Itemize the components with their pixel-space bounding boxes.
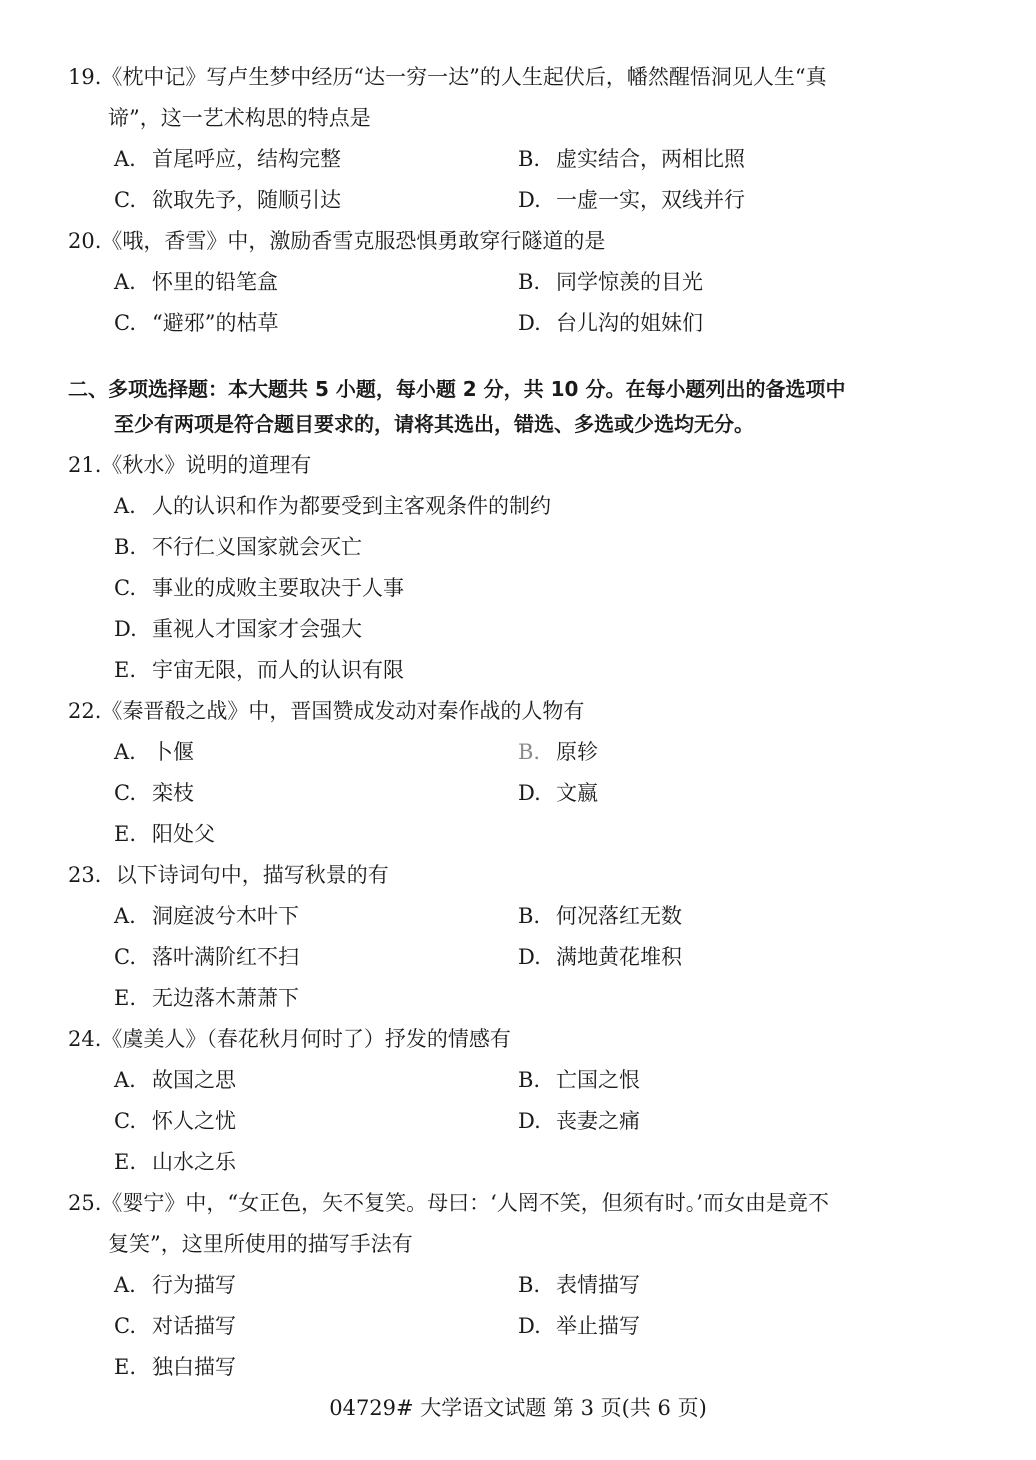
question-23-option-a — [114, 901, 299, 931]
question-19-option-c — [114, 185, 341, 215]
option-text: 重视人才国家才会强大 — [152, 617, 362, 641]
option-text: 洞庭波兮木叶下 — [152, 904, 299, 928]
option-label: D. — [114, 617, 137, 641]
option-text: 举止描写 — [556, 1314, 640, 1338]
question-19-option-a — [114, 144, 341, 174]
question-20-stem: 20.《哦，香雪》中，激励香雪克服恐惧勇敢穿行隧道的是 — [68, 229, 606, 253]
question-21-option-c — [114, 573, 404, 603]
option-text: 文嬴 — [556, 781, 598, 805]
option-text: 栾枝 — [152, 781, 194, 805]
question-22-option-b — [518, 737, 598, 767]
question-22-option-d — [518, 778, 598, 808]
question-23-option-c — [114, 942, 299, 972]
option-text: 虚实结合，两相比照 — [556, 147, 745, 171]
question-23-option-d — [518, 942, 682, 972]
option-text: 不行仁义国家就会灭亡 — [152, 535, 362, 559]
question-25-stem: 25.《婴宁》中，“女正色，矢不复笑。母曰：‘人罔不笑，但须有时。’而女由是竟不 — [68, 1191, 829, 1215]
option-label: A. — [114, 1273, 136, 1297]
option-text: 山水之乐 — [152, 1150, 236, 1174]
question-25-option-b — [518, 1270, 640, 1300]
option-label: E. — [114, 1150, 137, 1174]
option-label: B. — [518, 904, 541, 928]
question-23-option-b — [518, 901, 682, 931]
option-label: B. — [518, 1273, 541, 1297]
question-25-option-a — [114, 1270, 236, 1300]
question-23-stem: 23．以下诗词句中，描写秋景的有 — [68, 863, 389, 887]
question-19-option-d — [518, 185, 745, 215]
option-text: 台儿沟的姐妹们 — [556, 311, 703, 335]
question-25-option-e — [114, 1352, 236, 1382]
option-text: 何况落红无数 — [556, 904, 682, 928]
option-label: C. — [114, 311, 136, 335]
option-label: E. — [114, 986, 137, 1010]
option-label: D. — [518, 1109, 541, 1133]
option-label: C. — [114, 945, 136, 969]
question-22-stem: 22.《秦晋殽之战》中，晋国赞成发动对秦作战的人物有 — [68, 699, 585, 723]
option-text: 原轸 — [556, 740, 598, 764]
option-label: E. — [114, 822, 137, 846]
option-text: 表情描写 — [556, 1273, 640, 1297]
option-text: 无边落木萧萧下 — [152, 986, 299, 1010]
option-text: 欲取先予，随顺引达 — [152, 188, 341, 212]
option-label: E. — [114, 658, 137, 682]
question-24-option-b — [518, 1065, 640, 1095]
option-label: D. — [518, 945, 541, 969]
option-label: B. — [518, 270, 541, 294]
question-22-option-c — [114, 778, 194, 808]
option-label: C. — [114, 781, 136, 805]
option-label: C. — [114, 1109, 136, 1133]
option-text: 对话描写 — [152, 1314, 236, 1338]
option-text: 宇宙无限，而人的认识有限 — [152, 658, 404, 682]
question-20-option-b — [518, 267, 703, 297]
question-21-stem: 21.《秋水》说明的道理有 — [68, 453, 312, 477]
option-text: 人的认识和作为都要受到主客观条件的制约 — [152, 494, 551, 518]
option-label: B. — [518, 1068, 541, 1092]
option-label: A. — [114, 904, 136, 928]
question-22-option-a — [114, 737, 194, 767]
question-21-option-d — [114, 614, 362, 644]
option-text: 阳处父 — [152, 822, 215, 846]
option-text: “避邪”的枯草 — [152, 311, 279, 335]
option-label: B. — [518, 740, 541, 764]
option-text: 满地黄花堆积 — [556, 945, 682, 969]
question-25-option-d — [518, 1311, 640, 1341]
option-label: B. — [114, 535, 137, 559]
question-20-option-d — [518, 308, 703, 338]
page-footer: 04729# 大学语文试题 第 3 页(共 6 页) — [329, 1396, 707, 1420]
question-19-stem: 19.《枕中记》写卢生梦中经历“达一穷一达”的人生起伏后，幡然醒悟洞见人生“真 — [68, 65, 827, 89]
option-label: C. — [114, 188, 136, 212]
question-25-stem-cont: 复笑”，这里所使用的描写手法有 — [108, 1232, 413, 1256]
option-label: E. — [114, 1355, 137, 1379]
option-text: 故国之思 — [152, 1068, 236, 1092]
option-label: B. — [518, 147, 541, 171]
option-label: A. — [114, 147, 136, 171]
question-20-option-a — [114, 267, 278, 297]
option-label: C. — [114, 1314, 136, 1338]
question-20-option-c — [114, 308, 278, 338]
question-24-stem: 24.《虞美人》（春花秋月何时了）抒发的情感有 — [68, 1027, 511, 1051]
option-label: A. — [114, 1068, 136, 1092]
section-2-heading: 二、多项选择题：本大题共 5 小题，每小题 2 分，共 10 分。在每小题列出的备选项中 — [68, 377, 846, 401]
option-text: 丧妻之痛 — [556, 1109, 640, 1133]
question-21-option-b — [114, 532, 362, 562]
option-text: 一虚一实，双线并行 — [556, 188, 745, 212]
option-text: 卜偃 — [152, 740, 194, 764]
option-label: A. — [114, 494, 136, 518]
question-19-option-b — [518, 144, 745, 174]
question-24-option-d — [518, 1106, 640, 1136]
option-label: D. — [518, 781, 541, 805]
option-label: D. — [518, 188, 541, 212]
option-text: 怀里的铅笔盒 — [152, 270, 278, 294]
option-text: 怀人之忧 — [152, 1109, 236, 1133]
question-21-option-a — [114, 491, 551, 521]
section-2-heading-cont: 至少有两项是符合题目要求的，请将其选出，错选、多选或少选均无分。 — [114, 412, 754, 436]
question-24-option-e — [114, 1147, 236, 1177]
question-24-option-a — [114, 1065, 236, 1095]
option-text: 同学惊羡的目光 — [556, 270, 703, 294]
question-24-option-c — [114, 1106, 236, 1136]
option-text: 行为描写 — [152, 1273, 236, 1297]
option-label: D. — [518, 311, 541, 335]
option-label: A. — [114, 740, 136, 764]
question-21-option-e — [114, 655, 404, 685]
option-text: 独白描写 — [152, 1355, 236, 1379]
option-text: 首尾呼应，结构完整 — [152, 147, 341, 171]
question-25-option-c — [114, 1311, 236, 1341]
option-label: D. — [518, 1314, 541, 1338]
question-22-option-e — [114, 819, 215, 849]
option-label: C. — [114, 576, 136, 600]
question-23-option-e — [114, 983, 299, 1013]
option-text: 事业的成败主要取决于人事 — [152, 576, 404, 600]
option-text: 落叶满阶红不扫 — [152, 945, 299, 969]
option-text: 亡国之恨 — [556, 1068, 640, 1092]
option-label: A. — [114, 270, 136, 294]
question-19-stem-cont: 谛”，这一艺术构思的特点是 — [108, 106, 371, 130]
